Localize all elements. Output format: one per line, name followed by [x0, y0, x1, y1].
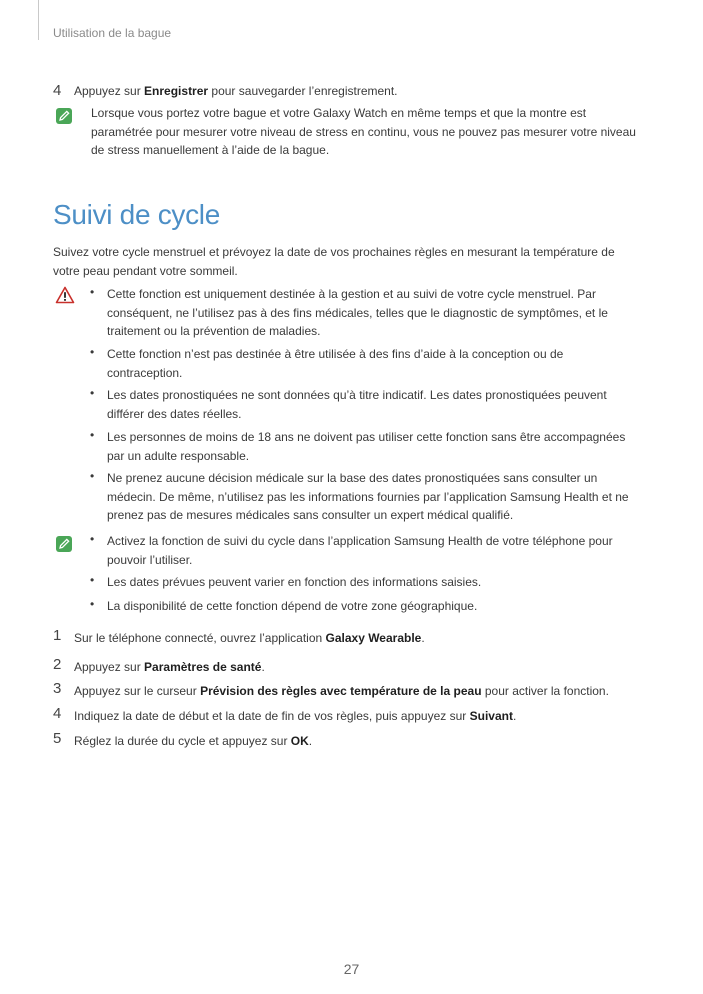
caution-item: • — [90, 469, 95, 483]
ui-term: Enregistrer — [144, 84, 209, 98]
caution-item: • — [90, 345, 95, 359]
step-number: 3 — [53, 680, 62, 697]
note-item-text: La disponibilité de cette fonction dépend de votre zone géographique. — [107, 599, 478, 613]
ui-term: Suivant — [469, 709, 513, 723]
step-number: 4 — [53, 82, 62, 99]
ui-term: Paramètres de santé — [144, 660, 262, 674]
caution-item-text: Cette fonction est uniquement destinée à la gestion et au suivi de votre cycle menstruel. Par conséquent, ne l’utilisez pas à des fins médicales, telles que le diagnostic de symptômes, et le traitement ou la prévention de maladies. — [107, 287, 608, 338]
caution-item-text: Les personnes de moins de 18 ans ne doivent pas utiliser cette fonction sans être accompagnées par un adulte responsable. — [107, 430, 626, 463]
step-text: Sur le téléphone connecté, ouvrez l’application Galaxy Wearable. — [74, 631, 425, 645]
margin-rule — [38, 0, 39, 40]
step-number: 5 — [53, 730, 62, 747]
note-item-text: Activez la fonction de suivi du cycle dans l’application Samsung Health de votre téléphone pour pouvoir l’utiliser. — [107, 534, 613, 567]
note-text: Lorsque vous portez votre bague et votre Galaxy Watch en même temps et que la montre est paramétrée pour mesurer votre niveau de stress en continu, vous ne pouvez pas mesurer votre niveau de stress manuellement à l’aide de la bague. — [91, 106, 636, 157]
note-item: • — [90, 532, 95, 546]
ui-term: Prévision des règles avec température de la peau — [200, 684, 482, 698]
warning-triangle-icon — [55, 286, 75, 304]
caution-item-text: Ne prenez aucune décision médicale sur la base des dates pronostiquées sans consulter un médecin. De même, n’utilisez pas les informations fournies par l’application Samsung Health et ne prenez pas de mesures médicales sans consulter un expert médical qualifié. — [107, 471, 629, 522]
note-item: • — [90, 573, 95, 587]
note-pencil-icon — [55, 535, 73, 553]
note-pencil-icon — [55, 107, 73, 125]
step-text: Indiquez la date de début et la date de fin de vos règles, puis appuyez sur Suivant. — [74, 709, 517, 723]
caution-item-text: Les dates pronostiquées ne sont données qu’à titre indicatif. Les dates pronostiquées peuvent différer des dates réelles. — [107, 388, 607, 421]
section-title: Suivi de cycle — [53, 199, 220, 230]
ui-term: Galaxy Wearable — [325, 631, 422, 645]
section-intro: Suivez votre cycle menstruel et prévoyez la date de vos prochaines règles en mesurant la température de votre peau pendant votre sommeil. — [53, 245, 615, 278]
step-number: 2 — [53, 656, 62, 673]
step-text: Appuyez sur Paramètres de santé. — [74, 660, 265, 674]
step-text: Appuyez sur le curseur Prévision des règles avec température de la peau pour activer la fonction. — [74, 684, 609, 698]
running-header: Utilisation de la bague — [53, 26, 172, 40]
note-item: • — [90, 597, 95, 611]
step-text: Appuyez sur Enregistrer pour sauvegarder l’enregistrement. — [74, 84, 398, 98]
caution-item: • — [90, 428, 95, 442]
page-number: 27 — [343, 961, 360, 977]
step-number: 4 — [53, 705, 62, 722]
ui-term: OK — [290, 734, 309, 748]
step-number: 1 — [53, 627, 62, 644]
caution-item: • — [90, 386, 95, 400]
step-text: Réglez la durée du cycle et appuyez sur OK. — [74, 734, 313, 748]
caution-item: • — [90, 285, 95, 299]
note-item-text: Les dates prévues peuvent varier en fonction des informations saisies. — [107, 575, 482, 589]
caution-item-text: Cette fonction n’est pas destinée à être utilisée à des fins d’aide à la conception ou de contraception. — [107, 347, 564, 380]
